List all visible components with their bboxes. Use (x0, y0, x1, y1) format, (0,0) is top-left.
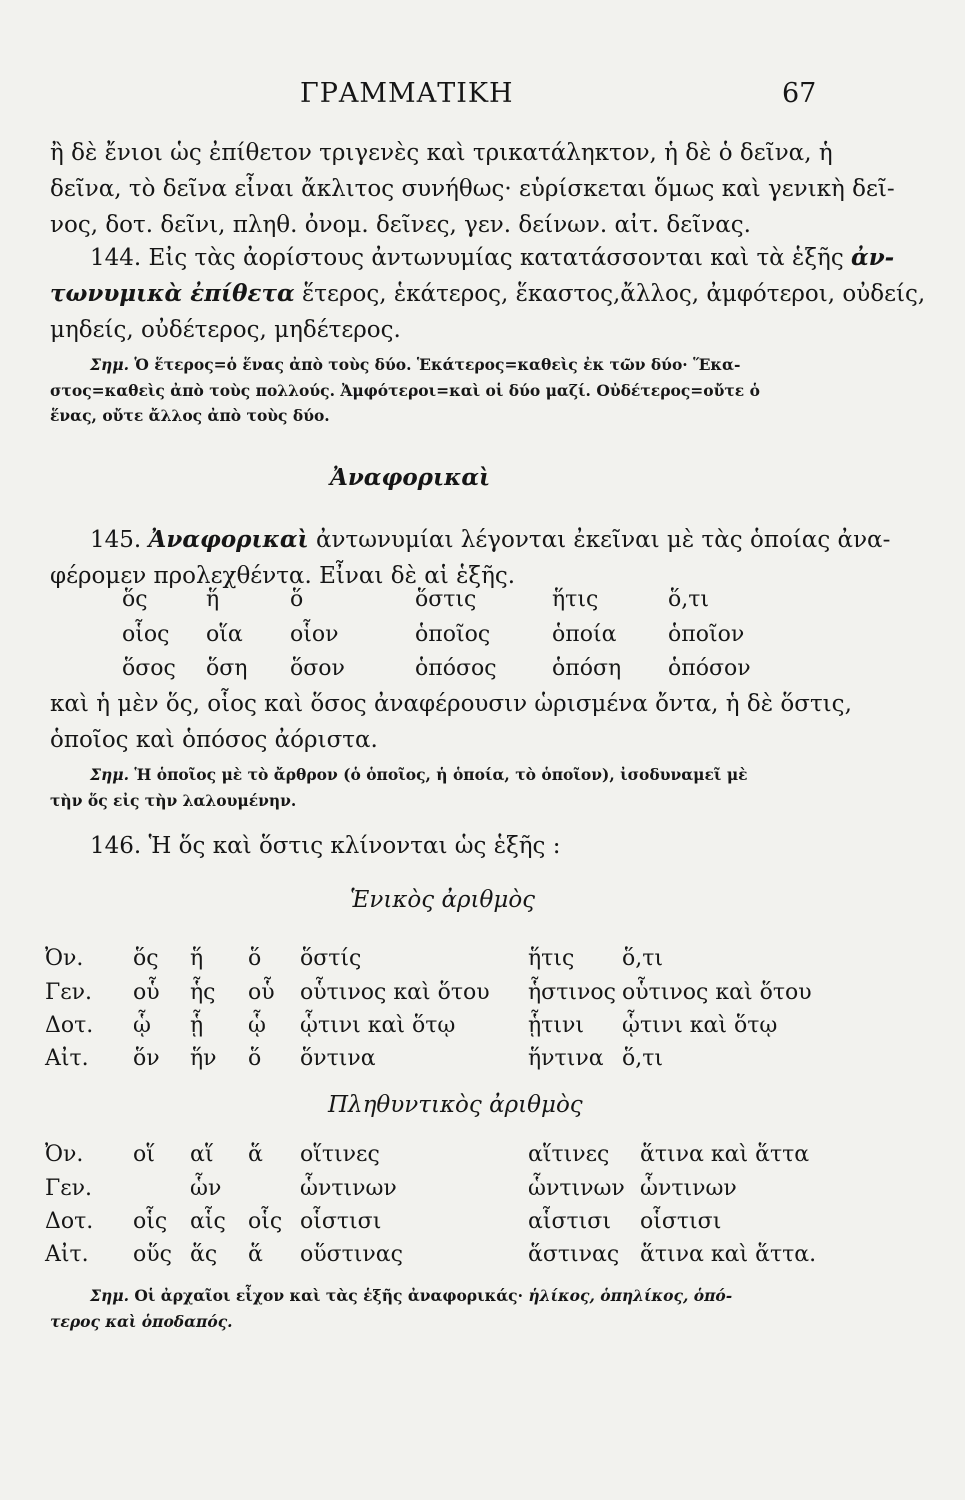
table-cell: οἷον (290, 622, 339, 647)
text-line: ἢ δὲ ἔνιοι ὡς ἐπίθετον τριγενὲς καὶ τρικατάληκτον, ἡ δὲ ὁ δεῖνα, ἡ (50, 140, 833, 166)
note-label: Σημ. (90, 355, 129, 374)
table-cell: οἷος (122, 622, 170, 647)
table-row (0, 656, 965, 688)
note-line: τερος καὶ ὁποδαπός. (50, 1311, 233, 1331)
table-cell: ὅστίς (300, 946, 362, 971)
table-cell: ὅς (133, 946, 159, 971)
emphasis: ἀν- (851, 244, 895, 271)
table-cell: οἷστισι (300, 1209, 382, 1234)
heading-plural: Πληθυντικὸς ἀριθμὸς (328, 1092, 583, 1118)
table-row (0, 587, 965, 619)
declension-row (0, 1176, 965, 1208)
text-span: ἕτερος, ἑκάτερος, ἕκαστος,ἄλλος, ἀμφότεροι, οὐδείς, (301, 281, 926, 307)
emphasis: τωνυμικὰ ἐπίθετα (50, 280, 295, 307)
section-146 (50, 828, 820, 864)
running-title: ΓΡΑΜΜΑΤΙΚΗ (300, 78, 514, 109)
table-cell: ὁπόση (552, 656, 622, 681)
table-cell: ὁπόσον (668, 656, 751, 681)
note-144 (50, 352, 830, 429)
case-label: Δοτ. (45, 1209, 94, 1234)
table-cell: ἅστινας (528, 1242, 620, 1267)
table-cell: αἷστισι (528, 1209, 611, 1234)
text-line: μηδείς, οὐδέτερος, μηδέτερος. (50, 317, 401, 343)
table-cell: οὗτινος καὶ ὅτου (622, 980, 812, 1005)
emphasis: Ἀναφορικαὶ (148, 526, 309, 553)
table-cell: ὅς (122, 587, 148, 612)
table-cell: αἵτινες (528, 1142, 610, 1167)
table-cell: ᾗ (190, 1013, 204, 1038)
table-cell: ᾗτινι (528, 1013, 584, 1038)
case-label: Αἰτ. (45, 1046, 89, 1071)
page-number: 67 (782, 78, 817, 109)
table-cell: ἅτινα καὶ ἅττα. (640, 1242, 817, 1267)
table-cell: οἷστισι (640, 1209, 722, 1234)
text-line: ὁποῖος καὶ ὁπόσος ἀόριστα. (50, 727, 378, 753)
table-cell: ὁποῖος (415, 622, 491, 647)
table-cell: ὧντινων (300, 1176, 397, 1201)
note-label: Σημ. (90, 765, 129, 784)
table-cell: οὕς (133, 1242, 172, 1267)
table-cell: ἧς (190, 980, 216, 1005)
table-cell: ὅσον (290, 656, 345, 681)
note-line: ἕνας, οὔτε ἄλλος ἀπὸ τοὺς δύο. (50, 406, 330, 425)
table-cell: οὗτινος καὶ ὅτου (300, 980, 490, 1005)
table-cell: ἥτις (528, 946, 575, 971)
note-line: στος=καθεὶς ἀπὸ τοὺς πολλούς. Ἀμφότεροι=καὶ οἱ δύο μαζί. Οὐδέτερος=οὔτε ὁ (50, 380, 760, 400)
note-line (50, 352, 830, 378)
text-line: δεῖνα, τὸ δεῖνα εἶναι ἄκλιτος συνήθως· εὑρίσκεται ὅμως καὶ γενικὴ δεῖ- (50, 176, 895, 202)
table-cell: ἅς (190, 1242, 218, 1267)
table-cell: ᾧ (248, 1013, 266, 1038)
declension-row (0, 946, 965, 978)
text-span: ἀντωνυμίαι λέγονται ἐκεῖναι μὲ τὰς ὁποίας ἀνα- (316, 527, 891, 553)
text-line: καὶ ἡ μὲν ὅς, οἷος καὶ ὅσος ἀναφέρουσιν ὡρισμένα ὄντα, ἡ δὲ ὅστις, (50, 691, 852, 717)
declension-row (0, 1242, 965, 1274)
declension-row (0, 1142, 965, 1174)
text-span: Ἡ ὅς καὶ ὅστις κλίνονται ὡς ἑξῆς : (148, 833, 561, 859)
table-cell: αἵ (190, 1142, 214, 1167)
table-cell: ἥν (190, 1046, 217, 1071)
section-144 (50, 240, 926, 348)
text-line: φέρομεν προλεχθέντα. Εἶναι δὲ αἱ ἑξῆς. (50, 563, 516, 589)
table-cell: οἵ (133, 1142, 155, 1167)
section-145 (50, 522, 891, 594)
note-text: Ὁ ἕτερος=ὁ ἕνας ἀπὸ τοὺς δύο. Ἑκάτερος=καθεὶς ἐκ τῶν δύο· Ἕκα- (134, 355, 741, 374)
note-text: Οἱ ἀρχαῖοι εἶχον καὶ τὰς ἑξῆς ἀναφορικάς· (134, 1286, 523, 1305)
text-line (50, 522, 891, 558)
case-label: Ὀν. (45, 1142, 84, 1167)
table-cell: οἵα (206, 622, 243, 647)
note-text: Ἡ ὁποῖος μὲ τὸ ἄρθρον (ὁ ὁποῖος, ἡ ὁποία, τὸ ὁποῖον), ἰσοδυναμεῖ μὲ (134, 765, 748, 784)
table-cell: ὅ (248, 946, 262, 971)
table-cell: ὅση (206, 656, 248, 681)
declension-row (0, 1046, 965, 1078)
case-label: Ὀν. (45, 946, 84, 971)
declension-row (0, 1209, 965, 1241)
table-cell: ἅτινα καὶ ἅττα (640, 1142, 810, 1167)
table-cell: ᾧτινι καὶ ὅτῳ (300, 1013, 456, 1038)
table-cell: ὁπόσος (415, 656, 497, 681)
table-cell: ἅ (248, 1242, 263, 1267)
declension-row (0, 1013, 965, 1045)
note-line (50, 1283, 830, 1309)
table-cell: αἷς (190, 1209, 226, 1234)
table-cell: ἧστινος (528, 980, 616, 1005)
table-cell: ὅ,τι (622, 1046, 664, 1071)
table-cell: οἷς (248, 1209, 283, 1234)
heading-singular: Ἑνικὸς ἀριθμὸς (350, 887, 536, 913)
note-145 (50, 762, 830, 813)
note-line (50, 762, 830, 788)
declension-row (0, 980, 965, 1012)
table-cell: ὁποῖον (668, 622, 745, 647)
table-cell: ὅντινα (300, 1046, 376, 1071)
table-cell: ὁποία (552, 622, 617, 647)
text-line (50, 276, 926, 312)
table-cell: ὅ (248, 1046, 262, 1071)
table-cell: ἥ (190, 946, 204, 971)
table-cell: ᾧ (133, 1013, 151, 1038)
table-cell: ὧντινων (640, 1176, 737, 1201)
table-cell: ὅ (290, 587, 304, 612)
emphasis: ἡλίκος, ὁπηλίκος, ὁπό- (528, 1286, 733, 1305)
text-line (50, 240, 895, 276)
table-cell: ἅ (248, 1142, 263, 1167)
case-label: Γεν. (45, 1176, 93, 1201)
text-line: νος, δοτ. δεῖνι, πληθ. ὀνομ. δεῖνες, γεν. δείνων. αἰτ. δεῖνας. (50, 212, 751, 238)
table-cell: ὧντινων (528, 1176, 625, 1201)
text-span: Εἰς τὰς ἀορίστους ἀντωνυμίας κατατάσσονται καὶ τὰ ἑξῆς (148, 245, 844, 271)
text-line (50, 828, 820, 864)
table-cell: ἥ (206, 587, 220, 612)
note-end (50, 1283, 830, 1334)
table-cell: οὗ (248, 980, 275, 1005)
table-row (0, 622, 965, 654)
section-number: 144. (90, 245, 142, 271)
table-cell: ὅν (133, 1046, 160, 1071)
case-label: Αἰτ. (45, 1242, 89, 1267)
table-cell: ὅ,τι (622, 946, 664, 971)
table-cell: οἵτινες (300, 1142, 380, 1167)
table-cell: ἥτις (552, 587, 599, 612)
table-cell: ὅ,τι (668, 587, 710, 612)
table-cell: ᾧτινι καὶ ὅτῳ (622, 1013, 778, 1038)
table-cell: οἷς (133, 1209, 168, 1234)
table-cell: ὅσος (122, 656, 176, 681)
section-heading-relative: Ἀναφορικαὶ (330, 464, 491, 491)
section-145-continued (50, 686, 852, 758)
note-line: τὴν ὅς εἰς τὴν λαλουμένην. (50, 790, 297, 810)
table-cell: οὗ (133, 980, 160, 1005)
case-label: Γεν. (45, 980, 93, 1005)
table-cell: ὅστις (415, 587, 477, 612)
table-cell: ἥντινα (528, 1046, 604, 1071)
intro-paragraph (50, 135, 895, 243)
section-number: 145. (90, 527, 142, 553)
section-number: 146. (90, 833, 142, 859)
table-cell: οὕστινας (300, 1242, 403, 1267)
case-label: Δοτ. (45, 1013, 94, 1038)
note-label: Σημ. (90, 1286, 129, 1305)
table-cell: ὧν (190, 1176, 222, 1201)
